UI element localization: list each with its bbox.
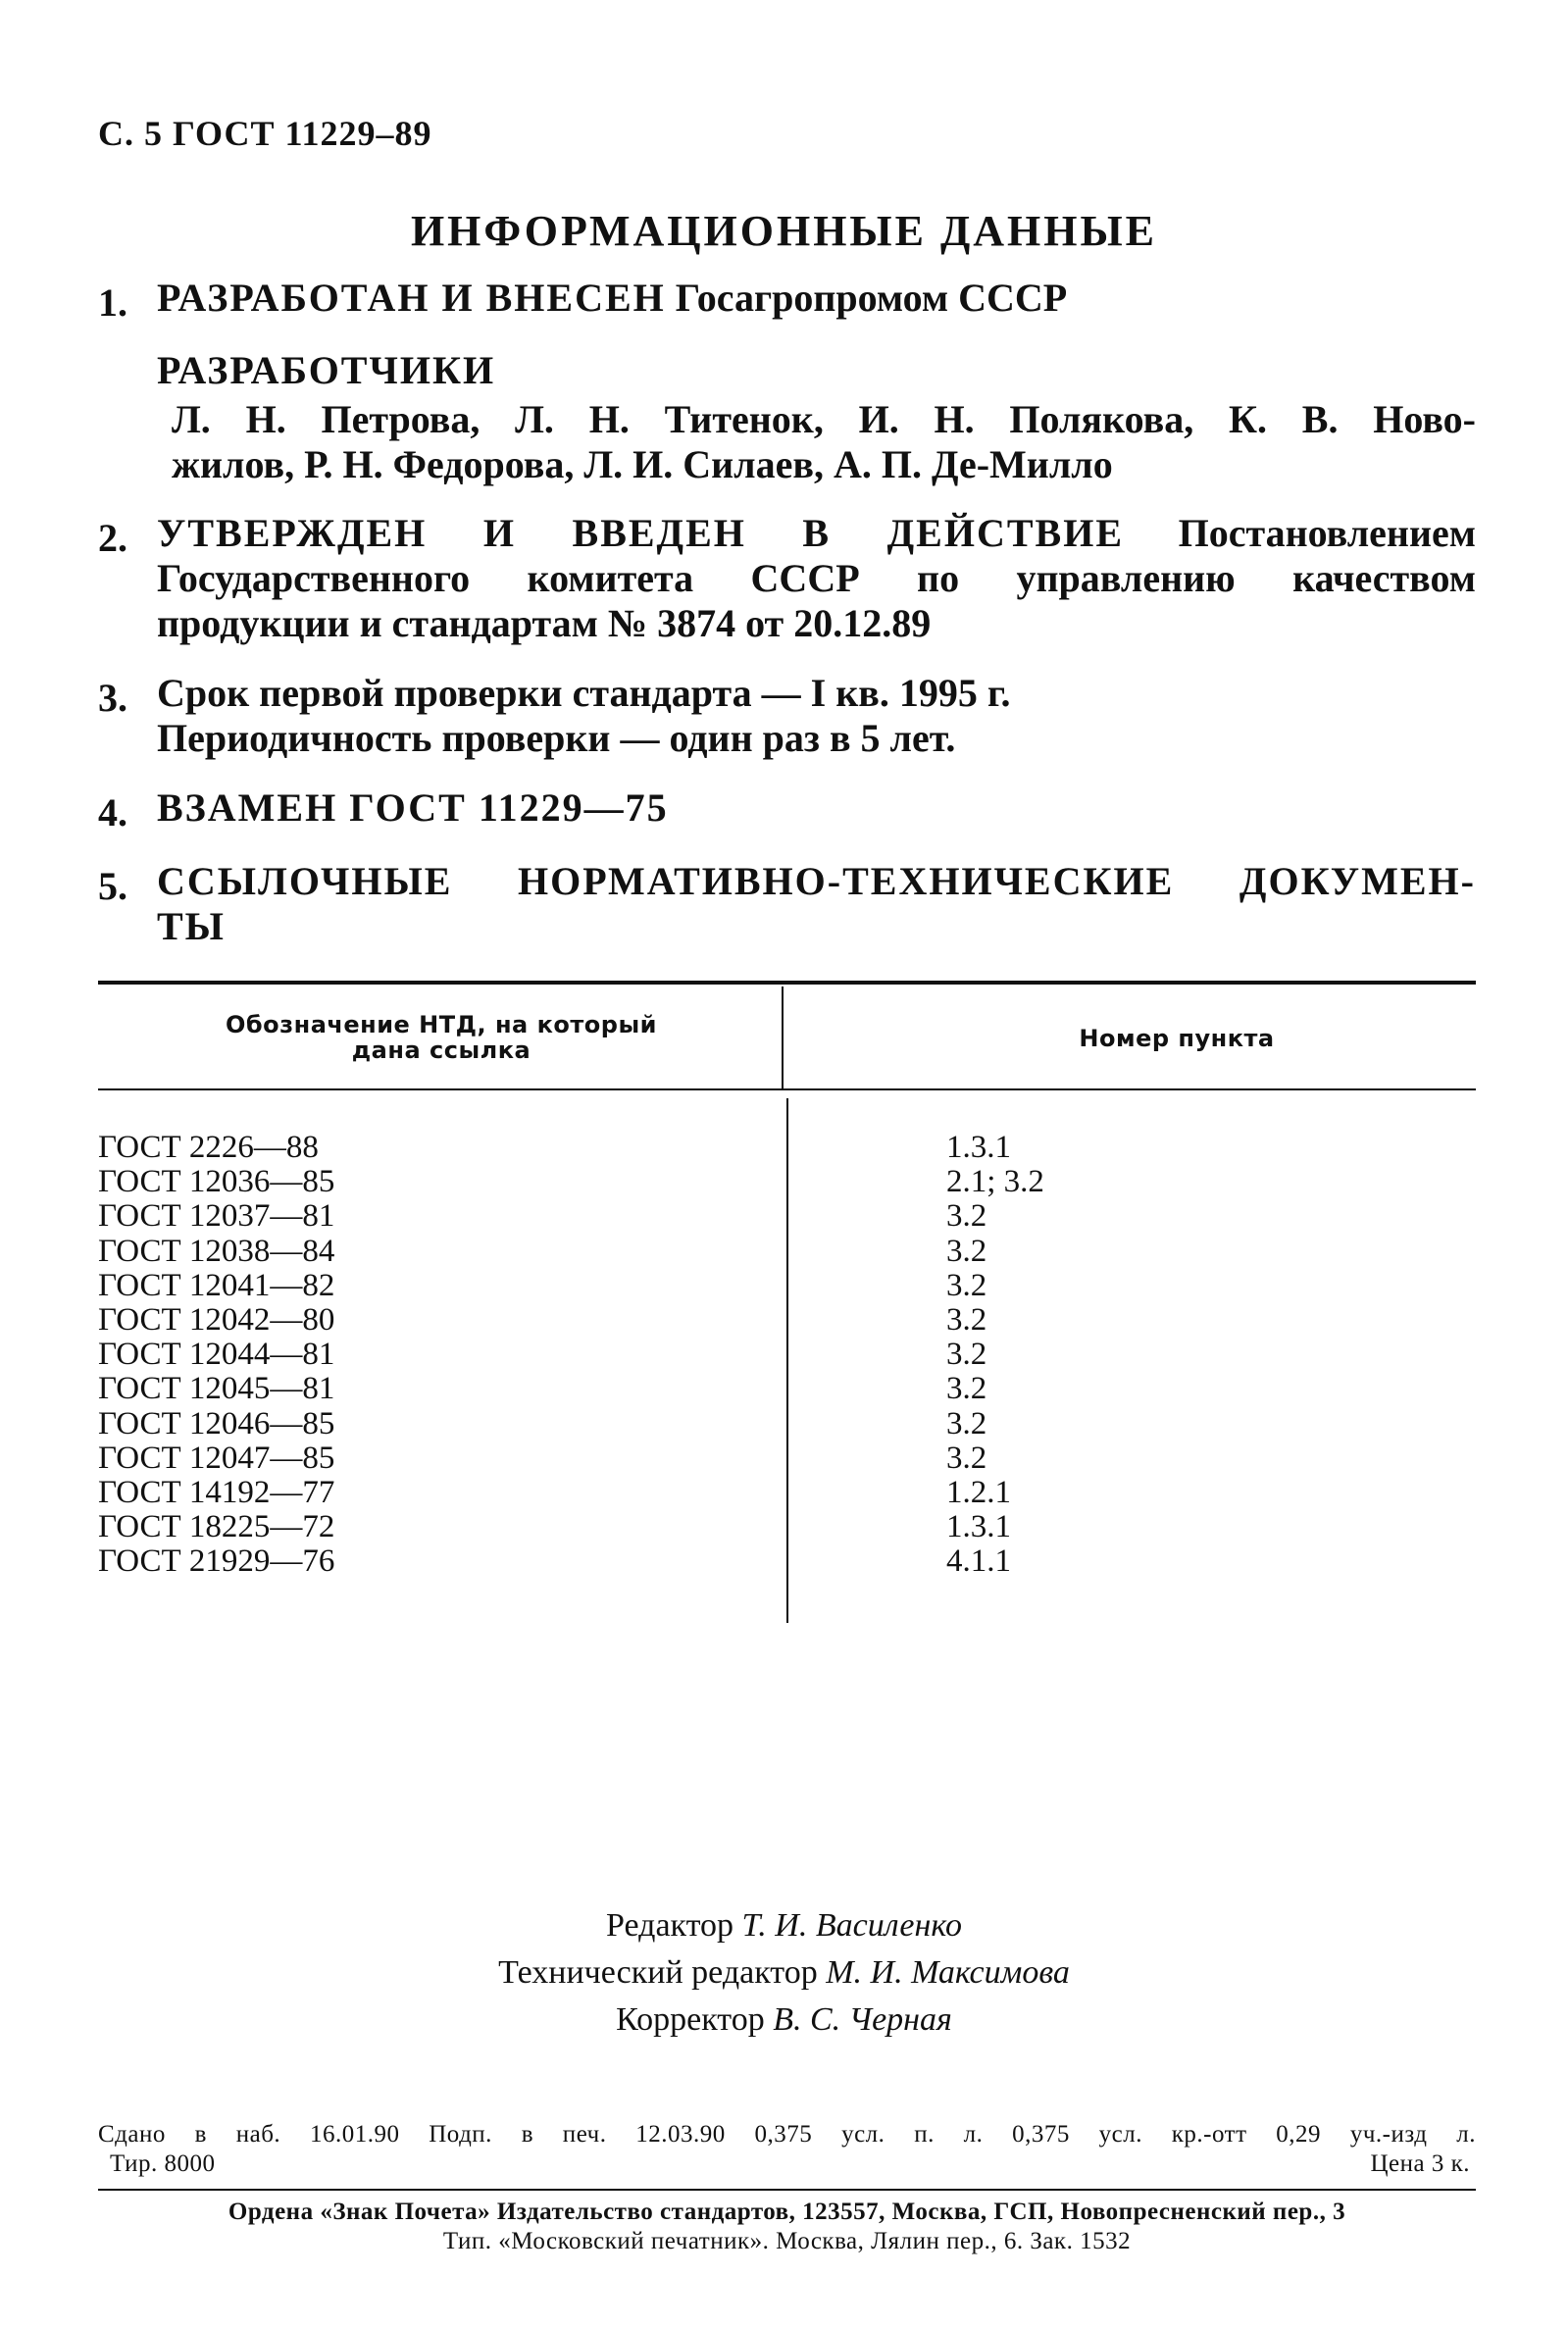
item-2-caps: УТВЕРЖДЕН И ВВЕДЕН В ДЕЙСТВИЕ [157, 511, 1125, 555]
item-4-number: 4. [98, 790, 127, 834]
item-3-number: 3. [98, 676, 127, 720]
imprint-tirage: Тир. 8000 [110, 2150, 216, 2177]
editor-label: Редактор [606, 1907, 734, 1944]
table-row-point: 3.2 [946, 1440, 987, 1476]
item-5-number: 5. [98, 864, 127, 908]
table-row-point: 1.3.1 [946, 1130, 1011, 1165]
table-header-rule [98, 1088, 1476, 1090]
credit-corrector [0, 1997, 1568, 2044]
table-row-doc: ГОСТ 12047—85 [98, 1440, 335, 1476]
item-1-text [157, 276, 1476, 321]
developers-line-2: жилов, Р. Н. Федорова, Л. И. Силаев, А. П. Де-Милло [172, 442, 1113, 486]
page-header: С. 5 ГОСТ 11229–89 [98, 114, 432, 153]
table-row-doc: ГОСТ 14192—77 [98, 1475, 335, 1510]
imprint-publisher: Ордена «Знак Почета» Издательство стандартов, 123557, Москва, ГСП, Новопресненский пер., 3 [228, 2199, 1346, 2225]
table-body-divider [786, 1098, 788, 1623]
item-1-number: 1. [98, 280, 127, 325]
table-row-doc: ГОСТ 12044—81 [98, 1337, 335, 1373]
credit-tech-editor [0, 1949, 1568, 1997]
imprint-rule [98, 2189, 1476, 2191]
table-row-point: 3.2 [946, 1302, 987, 1338]
table-row-point: 1.2.1 [946, 1475, 1011, 1510]
credit-editor [0, 1902, 1568, 1949]
table-row-doc: ГОСТ 12046—85 [98, 1405, 335, 1441]
item-4-text: ВЗАМЕН ГОСТ 11229—75 [157, 785, 669, 830]
table-row-point: 4.1.1 [946, 1543, 1011, 1580]
table-row-point: 3.2 [946, 1198, 987, 1235]
tech-editor-label: Технический редактор [498, 1954, 818, 1991]
table-row-doc: ГОСТ 12038—84 [98, 1233, 335, 1269]
table-row-point: 3.2 [946, 1405, 987, 1441]
table-row-point: 1.3.1 [946, 1509, 1011, 1545]
item-1-body: Госагропромом СССР [675, 276, 1068, 320]
table-row-doc: ГОСТ 12045—81 [98, 1371, 335, 1407]
editor-name: Т. И. Василенко [741, 1907, 962, 1944]
item-3-line-2: Периодичность проверки — один раз в 5 лет. [157, 716, 956, 760]
table-row-point: 3.2 [946, 1371, 987, 1407]
table-row-point: 3.2 [946, 1267, 987, 1303]
info-title: ИНФОРМАЦИОННЫЕ ДАННЫЕ [410, 207, 1158, 255]
item-5-line-1: ССЫЛОЧНЫЕ НОРМАТИВНО-ТЕХНИЧЕСКИЕ ДОКУМЕН- [157, 859, 1476, 903]
table-row-doc: ГОСТ 21929—76 [98, 1543, 335, 1580]
table-col1-header [147, 1012, 735, 1063]
imprint-printer: Тип. «Московский печатник». Москва, Лялин пер., 6. Зак. 1532 [442, 2228, 1132, 2254]
imprint-price: Цена 3 к. [1370, 2150, 1470, 2177]
item-5-line-2: ТЫ [157, 904, 226, 948]
table-col1-header-line-1: Обозначение НТД, на который [226, 1011, 657, 1038]
table-col2-header: Номер пункта [1079, 1025, 1275, 1052]
item-2-line-3: продукции и стандартам № 3874 от 20.12.89 [157, 601, 932, 645]
item-2-line-1 [157, 511, 1476, 556]
imprint-line-1: Сдано в наб. 16.01.90 Подп. в печ. 12.03.90 0,375 усл. п. л. 0,375 усл. кр.-отт 0,29 уч.-изд л. [98, 2121, 1476, 2148]
table-row-doc: ГОСТ 12041—82 [98, 1267, 335, 1303]
corrector-label: Корректор [616, 2001, 765, 2038]
table-row-doc: ГОСТ 18225—72 [98, 1509, 335, 1545]
item-3-line-1: Срок первой проверки стандарта — I кв. 1995 г. [157, 671, 1011, 715]
item-1-caps: РАЗРАБОТАН И ВНЕСЕН [157, 276, 666, 320]
table-row-doc: ГОСТ 2226—88 [98, 1130, 319, 1165]
developers-line-1: Л. Н. Петрова, Л. Н. Титенок, И. Н. Полякова, К. В. Ново- [172, 397, 1476, 441]
table-row-doc: ГОСТ 12037—81 [98, 1198, 335, 1235]
table-row-doc: ГОСТ 12042—80 [98, 1302, 335, 1338]
corrector-name: В. С. Черная [773, 2001, 952, 2038]
table-row-doc: ГОСТ 12036—85 [98, 1164, 335, 1200]
tech-editor-name: М. И. Максимова [826, 1954, 1070, 1991]
developers-heading: РАЗРАБОТЧИКИ [157, 348, 496, 392]
table-row-point: 3.2 [946, 1337, 987, 1373]
item-2-line-1-rest: Постановлением [1178, 511, 1477, 555]
table-header-divider [782, 986, 784, 1088]
item-2-number: 2. [98, 516, 127, 560]
table-row-point: 2.1; 3.2 [946, 1164, 1044, 1200]
table-row-point: 3.2 [946, 1233, 987, 1269]
table-top-rule [98, 981, 1476, 985]
table-col1-header-line-2: дана ссылка [351, 1037, 531, 1064]
item-2-line-2: Государственного комитета СССР по управлению качеством [157, 556, 1476, 600]
